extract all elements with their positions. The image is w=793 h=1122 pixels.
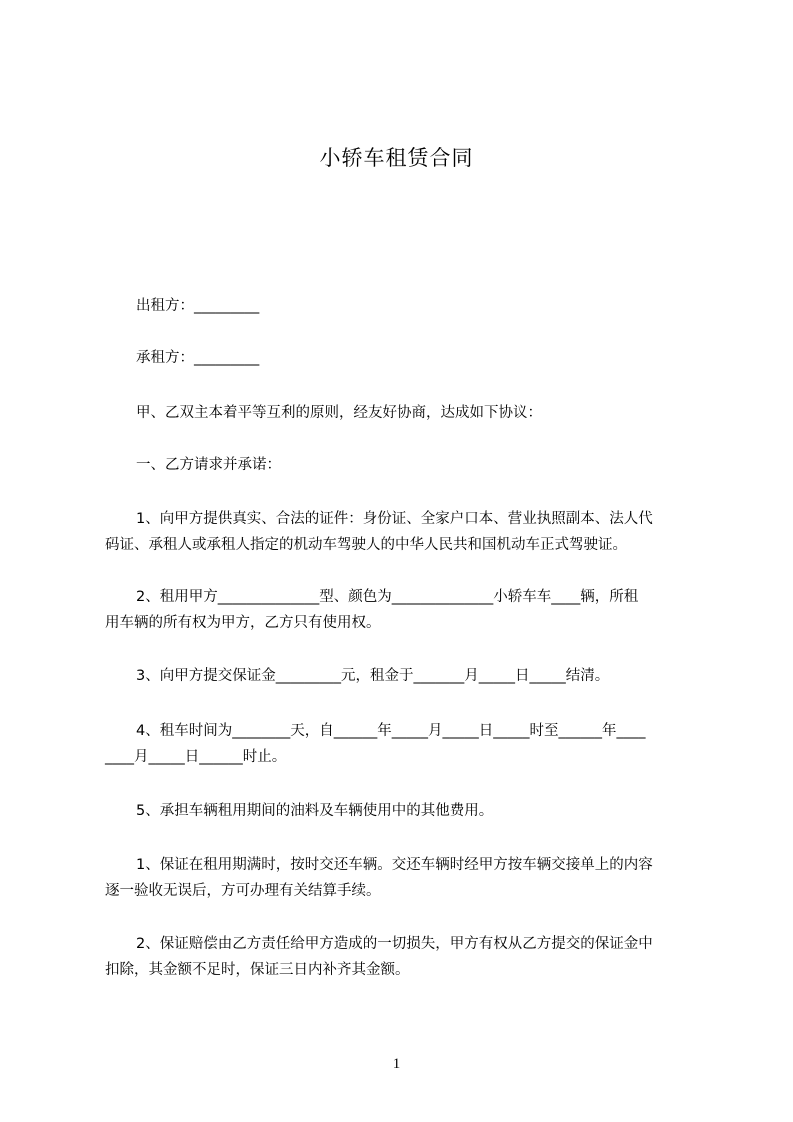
intro-paragraph: 甲、乙双主本着平等互利的原则，经友好协商，达成如下协议： bbox=[136, 405, 542, 421]
clause-1-line-2: 码证、承租人或承租人指定的机动车驾驶人的中华人民共和国机动车正式驾驶证。 bbox=[105, 537, 627, 553]
clause-3-line-1: 3、向甲方提交保证金_________元，租金于_______月_____日_____结清。 bbox=[136, 668, 610, 684]
section-heading: 一、乙方请求并承诺： bbox=[136, 457, 281, 473]
clause-1-line-1: 1、向甲方提供真实、合法的证件：身份证、全家户口本、营业执照副本、法人代 bbox=[136, 511, 653, 527]
lessor-line: 出租方：_________ bbox=[136, 298, 260, 314]
clause-2-line-2: 用车辆的所有权为甲方，乙方只有使用权。 bbox=[105, 615, 381, 631]
lessee-line: 承租方：_________ bbox=[136, 350, 260, 366]
clause-7-line-2: 扣除，其金额不足时，保证三日内补齐其金额。 bbox=[105, 962, 410, 978]
clause-6-line-2: 逐一验收无误后，方可办理有关结算手续。 bbox=[105, 883, 381, 899]
clause-4-line-2: ____月_____日______时止。 bbox=[105, 749, 287, 765]
page-number: 1 bbox=[392, 1056, 401, 1072]
clause-5-line-1: 5、承担车辆租用期间的油料及车辆使用中的其他费用。 bbox=[136, 803, 494, 819]
clause-6-line-1: 1、保证在租用期满时，按时交还车辆。交还车辆时经甲方按车辆交接单上的内容 bbox=[136, 857, 653, 873]
clause-4-line-1: 4、租车时间为________天，自______年_____月_____日_____时至______年____ bbox=[136, 723, 646, 739]
clause-2-line-1: 2、租用甲方______________型、颜色为______________小轿车车____辆，所租 bbox=[136, 589, 639, 605]
clause-7-line-1: 2、保证赔偿由乙方责任给甲方造成的一切损失，甲方有权从乙方提交的保证金中 bbox=[136, 936, 653, 952]
document-title: 小轿车租赁合同 bbox=[319, 146, 474, 170]
